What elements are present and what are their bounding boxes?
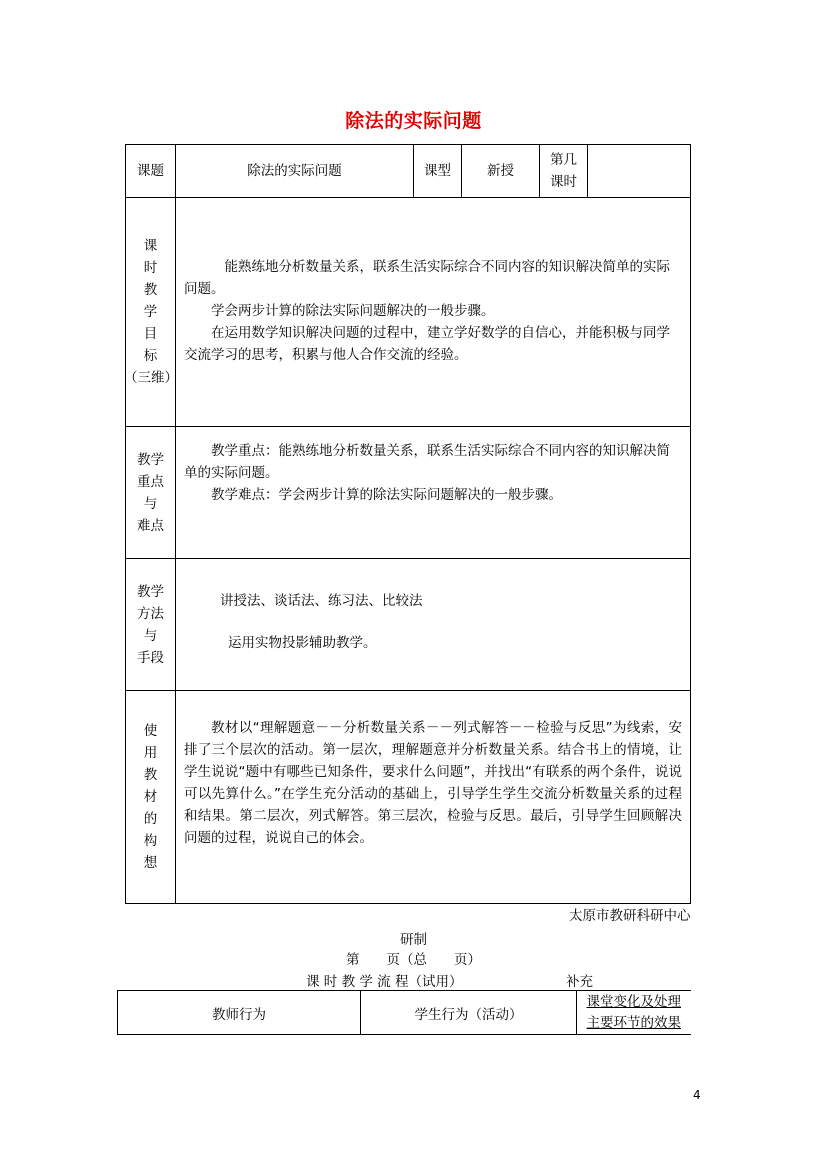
objective-paragraph: 学会两步计算的除法实际问题解决的一般步骤。 (211, 303, 495, 319)
key-points-label-line: 与 (143, 495, 158, 512)
methods-label-line: 与 (143, 627, 158, 644)
methods-line: 讲授法、谈话法、练习法、比较法 (220, 593, 423, 609)
key-points-content (176, 427, 691, 559)
textbook-label (126, 691, 176, 904)
period-value (588, 145, 691, 198)
objectives-label-char: 时 (143, 260, 158, 276)
objectives-label-char: （三维） (124, 370, 178, 386)
lesson-plan-table (125, 144, 691, 904)
student-behavior-header: 学生行为（活动） (361, 991, 577, 1035)
textbook-content (176, 691, 691, 904)
objectives-content (176, 198, 691, 427)
objectives-label-char: 标 (143, 348, 158, 364)
subject-label: 课题 (126, 145, 176, 198)
methods-row (126, 559, 691, 691)
textbook-label-char: 用 (143, 745, 158, 761)
methods-label-line: 教学 (137, 583, 164, 600)
key-point-paragraph: 教学重点：能熟练地分析数量关系，联系生活实际综合不同内容的知识解决简单的实际问题。 (184, 443, 670, 481)
header-row (126, 145, 691, 198)
objectives-label-char: 学 (143, 304, 158, 320)
classroom-change-header (577, 991, 691, 1035)
type-label: 课型 (414, 145, 462, 198)
page-number: 4 (693, 1088, 701, 1102)
objectives-label-char: 目 (143, 326, 158, 342)
key-points-label-line: 难点 (137, 517, 164, 534)
textbook-row (126, 691, 691, 904)
objectives-row (126, 198, 691, 427)
objectives-label-char: 教 (143, 282, 158, 298)
supplement-label: 补充 (566, 974, 593, 990)
methods-content (176, 559, 691, 691)
methods-label (126, 559, 176, 691)
footer-page-info: 第 页（总 页） (346, 952, 481, 968)
flow-table (117, 990, 691, 1035)
objective-paragraph: 能熟练地分析数量关系，联系生活实际综合不同内容的知识解决简单的实际问题。 (184, 259, 670, 297)
textbook-label-char: 使 (143, 723, 158, 739)
objectives-label-char: 课 (143, 238, 158, 254)
type-value: 新授 (462, 145, 540, 198)
textbook-label-char: 想 (143, 855, 158, 871)
footer-organization: 太原市教研科研中心 (569, 908, 691, 924)
key-points-label (126, 427, 176, 559)
methods-line: 运用实物投影辅助教学。 (228, 635, 377, 651)
subject-value: 除法的实际问题 (176, 145, 414, 198)
classroom-change-line-2: 主要环节的效果 (586, 1014, 681, 1031)
footer-made: 研制 (400, 932, 427, 948)
flow-title: 课 时 教 学 流 程（试用） (306, 974, 463, 990)
textbook-paragraph: 教材以“理解题意－－分析数量关系－－列式解答－－检验与反思”为线索，安排了三个层次的活动。第一层次，理解题意并分析数量关系。结合书上的情境，让学生说说“题中有哪些已知条件，要求什么问题”，并找出“有联系的两个条件，说说可以先算什么。”在学生充分活动的基础上，引导学生学生交流分析数量关系的过程和结果。第二层次，列式解答。第三层次，检验与反思。最后，引导学生回顾解决问题的过程，说说自己的体会。 (184, 720, 682, 846)
period-label-line-1: 第几 (550, 152, 577, 168)
classroom-change-line-1: 课堂变化及处理 (586, 993, 681, 1010)
key-point-paragraph: 教学难点：学会两步计算的除法实际问题解决的一般步骤。 (211, 487, 562, 503)
period-label-line-2: 课时 (550, 174, 577, 190)
teacher-behavior-header: 教师行为 (118, 991, 361, 1035)
flow-header-row (118, 991, 691, 1035)
page-title: 除法的实际问题 (345, 110, 482, 132)
textbook-label-char: 的 (143, 811, 158, 827)
textbook-label-char: 构 (143, 833, 158, 849)
textbook-label-char: 材 (143, 789, 158, 805)
key-points-label-line: 重点 (137, 473, 164, 490)
methods-label-line: 手段 (137, 649, 164, 666)
key-points-label-line: 教学 (137, 451, 164, 468)
objectives-label (126, 198, 176, 427)
objective-paragraph: 在运用数学知识解决问题的过程中，建立学好数学的自信心，并能积极与同学交流学习的思考，积累与他人合作交流的经验。 (184, 325, 670, 363)
key-points-row (126, 427, 691, 559)
textbook-label-char: 教 (143, 767, 158, 783)
methods-label-line: 方法 (137, 605, 164, 622)
period-label (540, 145, 588, 198)
